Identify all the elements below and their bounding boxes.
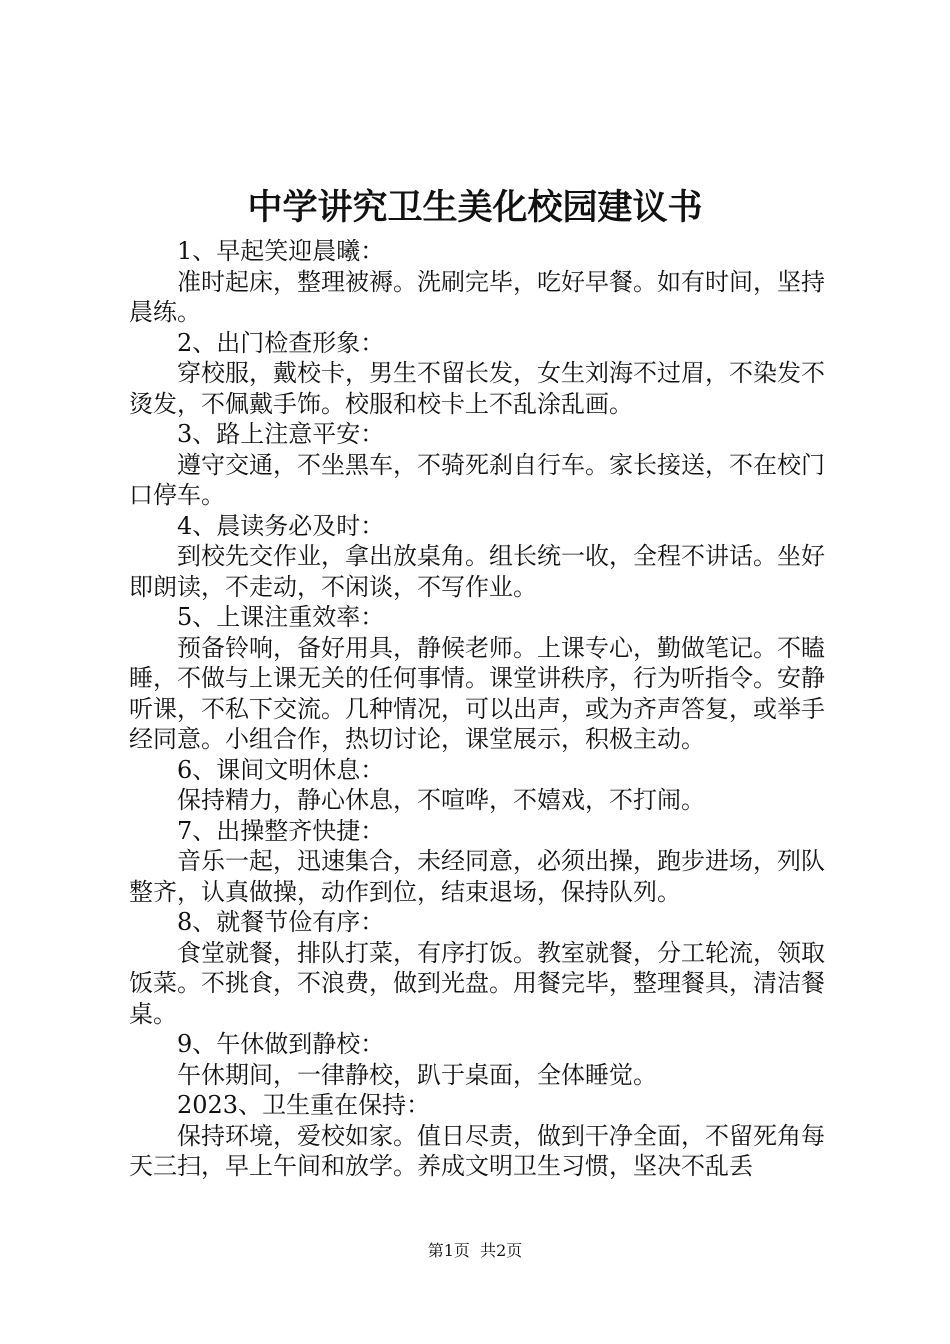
section-paragraph: 音乐一起，迅速集合，未经同意，必须出操，跑步进场，列队整齐，认真做操，动作到位，结束退场，保持队列。 [129,847,825,906]
page-total: 共2页 [480,1241,523,1260]
section-paragraph: 食堂就餐，排队打菜，有序打饭。教室就餐，分工轮流，领取饭菜。不挑食，不浪费，做到光盘。用餐完毕，整理餐具，清洁餐桌。 [129,938,825,1028]
section-heading: 9、午休做到静校： [177,1030,385,1058]
section-heading: 3、路上注意平安： [177,420,385,448]
section-paragraph: 到校先交作业，拿出放桌角。组长统一收，全程不讲话。坐好即朗读，不走动，不闲谈，不写作业。 [129,542,825,601]
section-paragraph: 保持精力，静心休息，不喧哗，不嬉戏，不打闹。 [177,786,705,814]
section-paragraph: 穿校服，戴校卡，男生不留长发，女生刘海不过眉，不染发不烫发，不佩戴手饰。校服和校卡上不乱涂乱画。 [129,359,825,418]
section-paragraph: 保持环境，爱校如家。值日尽责，做到干净全面，不留死角每天三扫，早上午间和放学。养成文明卫生习惯，坚决不乱丢 [129,1121,825,1180]
document-title: 中学讲究卫生美化校园建议书 [247,187,703,228]
section-heading: 2023、卫生重在保持： [177,1091,431,1119]
page-footer [0,1240,950,1262]
section-paragraph: 午休期间，一律静校，趴于桌面，全体睡觉。 [177,1060,657,1089]
section-heading: 7、出操整齐快捷： [177,816,385,845]
section-heading: 8、就餐节俭有序： [177,908,385,936]
section-heading: 4、晨读务必及时： [177,511,385,540]
section-paragraph: 遵守交通，不坐黑车，不骑死刹自行车。家长接送，不在校门口停车。 [129,450,825,509]
section-paragraph: 准时起床，整理被褥。洗刷完毕，吃好早餐。如有时间，坚持晨练。 [129,267,825,326]
document-body [129,236,839,1182]
section-paragraph: 预备铃响，备好用具，静候老师。上课专心，勤做笔记。不瞌睡，不做与上课无关的任何事情。课堂讲秩序，行为听指令。安静听课，不私下交流。几种情况，可以出声，或为齐声答复，或举手经同意。小组合作，热切讨论，课堂展示，积极主动。 [129,633,825,753]
section-heading: 6、课间文明休息： [177,755,385,784]
section-heading: 2、出门检查形象： [177,328,385,357]
section-heading: 1、早起笑迎晨曦： [177,237,385,265]
page-number: 第1页 [427,1241,470,1260]
section-heading: 5、上课注重效率： [177,603,385,631]
